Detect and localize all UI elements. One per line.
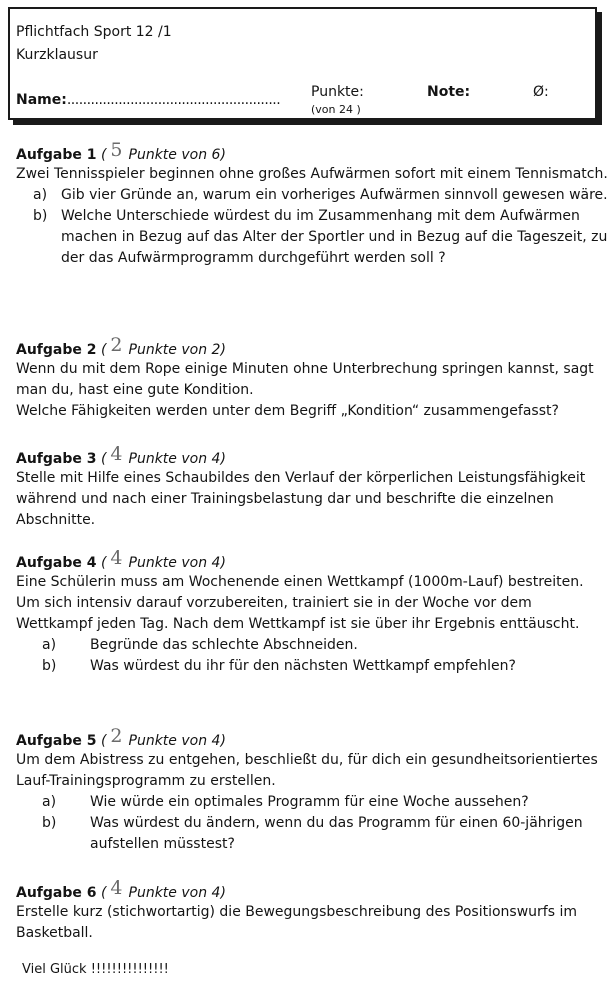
- task-intro: Zwei Tennisspieler beginnen ohne großes Aufwärmen sofort mit einem Tennismatch.: [16, 166, 608, 182]
- task-5: [16, 725, 608, 855]
- task-intro: Wenn du mit dem Rope einige Minuten ohne Unterbrechung springen kannst, sagt man du, hast eine gute Kondition.: [16, 361, 594, 398]
- subtask-text: Wie würde ein optimales Programm für eine Woche aussehen?: [90, 794, 529, 810]
- task-heading: Aufgabe 5 ( 2 Punkte von 4): [16, 725, 226, 749]
- max-points: Punkte von 4): [128, 733, 226, 749]
- max-points: Punkte von 6): [128, 147, 226, 163]
- task-heading: Aufgabe 4 ( 4 Punkte von 4): [16, 547, 226, 571]
- subtask-label: b): [33, 208, 48, 224]
- task-1: [16, 139, 608, 269]
- task-title: Aufgabe 6: [16, 885, 97, 901]
- task-title: Aufgabe 3: [16, 451, 97, 467]
- task-heading: Aufgabe 6 ( 4 Punkte von 4): [16, 877, 226, 901]
- max-points: Punkte von 4): [128, 885, 226, 901]
- exam-header: [8, 7, 597, 120]
- task-heading: Aufgabe 3 ( 4 Punkte von 4): [16, 443, 226, 467]
- points-label: Punkte:: [311, 84, 364, 100]
- task-title: Aufgabe 4: [16, 555, 97, 571]
- task-question: Welche Fähigkeiten werden unter dem Begriff „Kondition“ zusammengefasst?: [16, 403, 559, 419]
- average-label: Ø:: [533, 84, 549, 100]
- closing-text: Viel Glück !!!!!!!!!!!!!!!: [22, 962, 169, 977]
- task-intro: Eine Schülerin muss am Wochenende einen Wettkampf (1000m-Lauf) bestreiten. Um sich intensiv darauf vorzubereiten, trainiert sie in der Woche vor dem Wettkampf jeden Tag. Nach dem Wettkampf ist sie über ihr Ergebnis enttäuscht.: [16, 574, 584, 632]
- subtask-a: [16, 185, 608, 206]
- handwritten-score: 2: [110, 725, 123, 747]
- max-points: Punkte von 4): [128, 451, 226, 467]
- task-title: Aufgabe 1: [16, 147, 97, 163]
- task-6: [16, 877, 608, 944]
- subtask-label: a): [42, 637, 57, 653]
- handwritten-score: 4: [110, 547, 123, 569]
- task-4: [16, 547, 608, 677]
- subtask-a: [16, 635, 608, 656]
- subtask-b: [16, 206, 608, 269]
- subtask-label: b): [42, 658, 57, 674]
- max-points: Punkte von 2): [128, 342, 226, 358]
- task-title: Aufgabe 2: [16, 342, 97, 358]
- task-3: [16, 443, 608, 531]
- handwritten-score: 4: [110, 443, 123, 465]
- course-title: Pflichtfach Sport 12 /1: [16, 24, 172, 40]
- exam-type: Kurzklausur: [16, 47, 98, 63]
- name-line: ......................................................: [66, 92, 281, 108]
- grade-label: Note:: [427, 84, 471, 100]
- subtask-a: [16, 792, 608, 813]
- subtask-text: Gib vier Gründe an, warum ein vorheriges Aufwärmen sinnvoll gewesen wäre.: [61, 187, 608, 203]
- subtask-text: Was würdest du ihr für den nächsten Wettkampf empfehlen?: [90, 658, 516, 674]
- task-intro: Erstelle kurz (stichwortartig) die Bewegungsbeschreibung des Positionswurfs im Basketball.: [16, 904, 577, 941]
- subtask-label: a): [33, 187, 48, 203]
- subtask-label: a): [42, 794, 57, 810]
- subtask-b: [16, 656, 608, 677]
- handwritten-score: 5: [110, 139, 123, 161]
- subtask-text: Begründe das schlechte Abschneiden.: [90, 637, 358, 653]
- handwritten-score: 4: [110, 877, 123, 899]
- subtask-text: Welche Unterschiede würdest du im Zusammenhang mit dem Aufwärmen machen in Bezug auf das Alter der Sportler und in Bezug auf die Tageszeit, zu der das Aufwärmprogramm durchgeführt werden soll ?: [61, 208, 608, 266]
- task-intro: Um dem Abistress zu entgehen, beschließt du, für dich ein gesundheitsorientiertes Lauf-Trainingsprogramm zu erstellen.: [16, 752, 598, 789]
- task-title: Aufgabe 5: [16, 733, 97, 749]
- task-heading: Aufgabe 1 ( 5 Punkte von 6): [16, 139, 226, 163]
- task-2: [16, 334, 608, 422]
- handwritten-score: 2: [110, 334, 123, 356]
- subtask-label: b): [42, 815, 57, 831]
- subtask-b: [16, 813, 608, 855]
- max-points: Punkte von 4): [128, 555, 226, 571]
- name-field: [16, 91, 280, 109]
- name-label: Name:: [16, 92, 67, 108]
- subtask-text: Was würdest du ändern, wenn du das Programm für einen 60-jährigen aufstellen müsstest?: [90, 815, 583, 852]
- task-heading: Aufgabe 2 ( 2 Punkte von 2): [16, 334, 226, 358]
- points-of: (von 24 ): [311, 103, 361, 116]
- task-intro: Stelle mit Hilfe eines Schaubildes den Verlauf der körperlichen Leistungsfähigkeit während und nach einer Trainingsbelastung dar und beschrifte die einzelnen Abschnitte.: [16, 470, 586, 528]
